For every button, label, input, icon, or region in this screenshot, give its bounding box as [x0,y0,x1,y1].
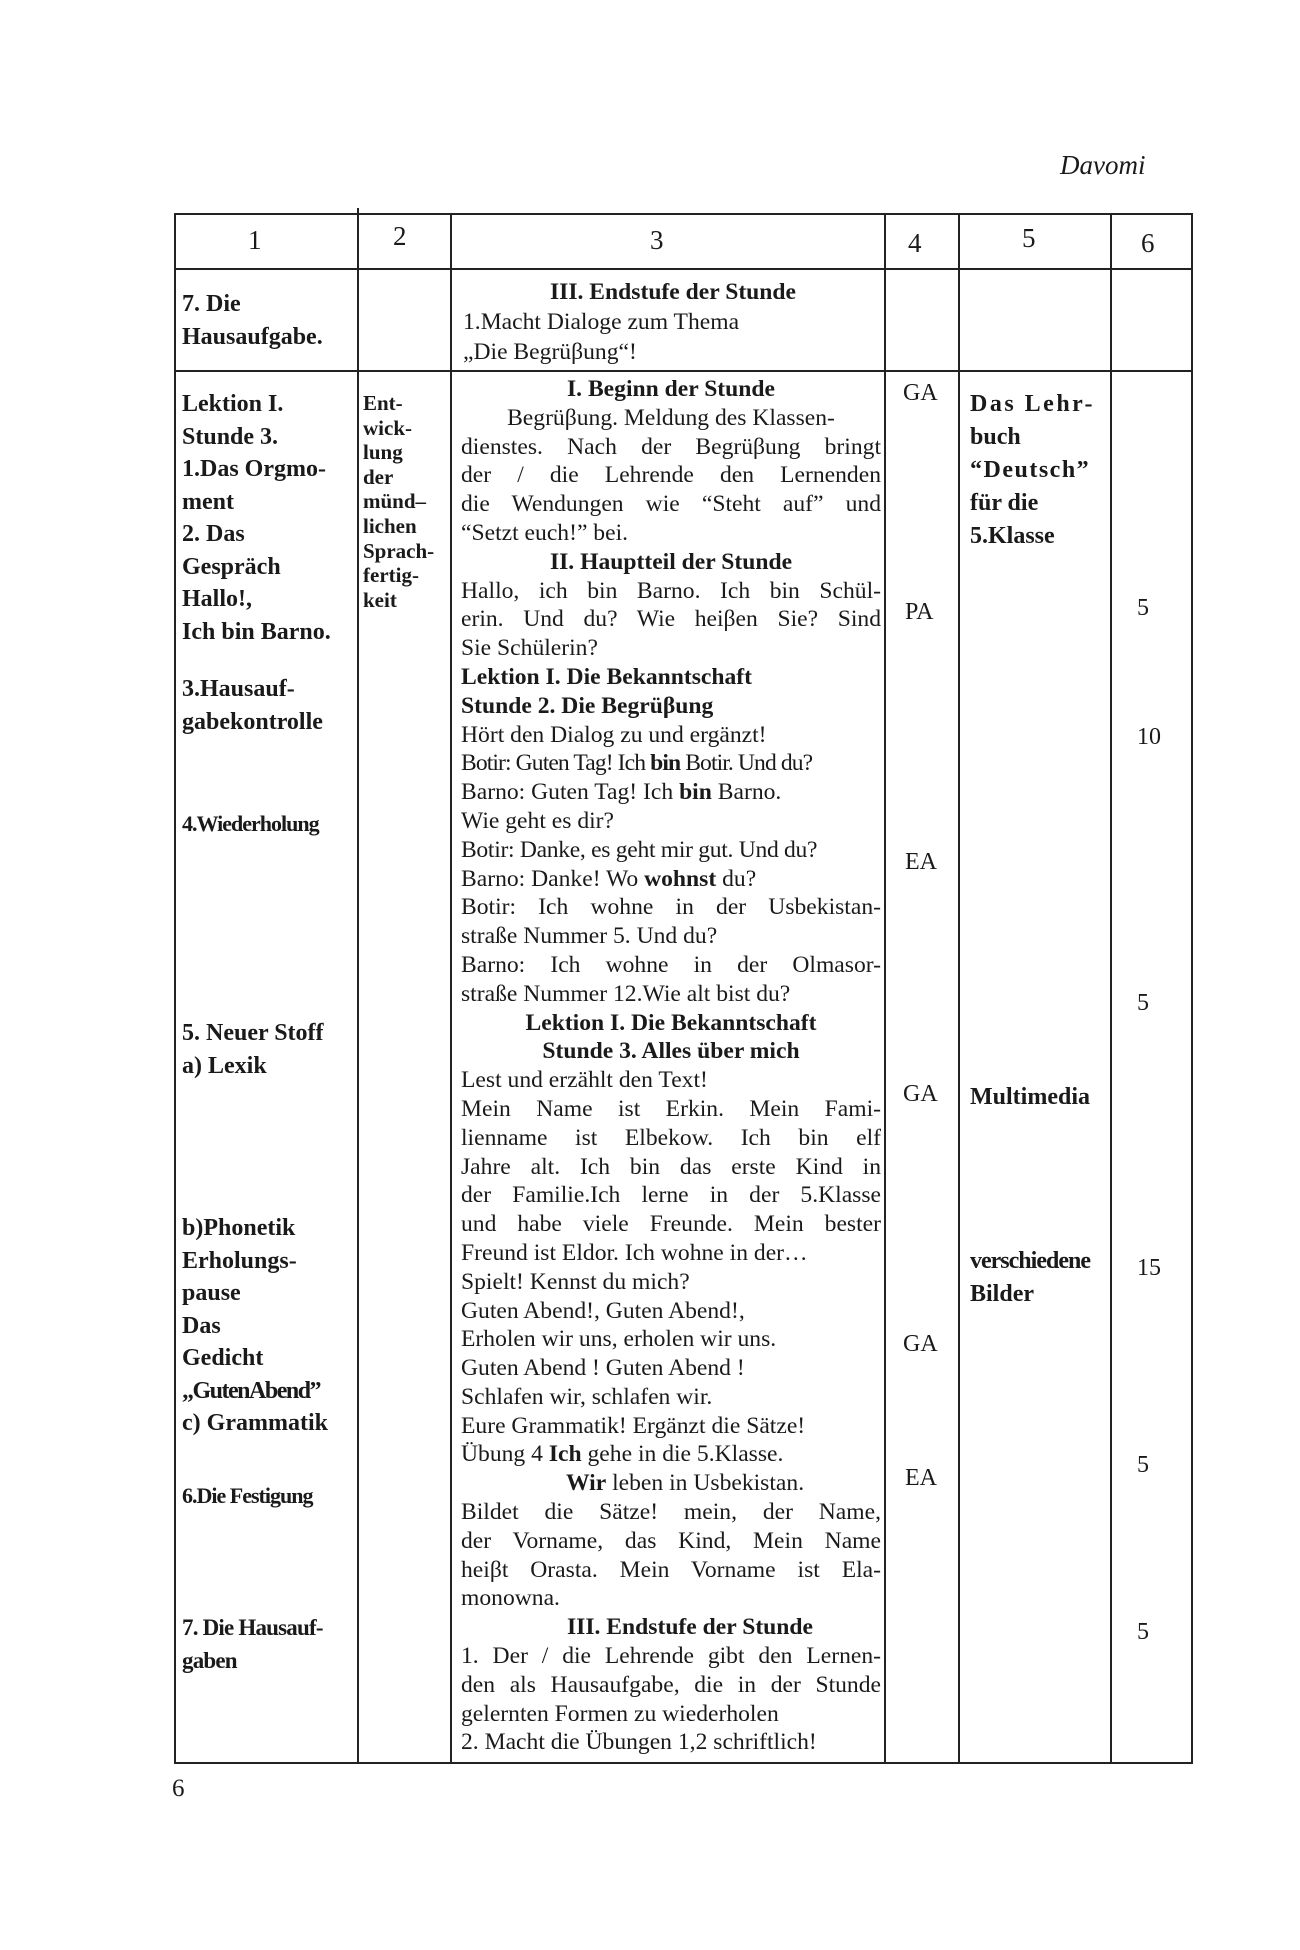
row1-content-heading: III. Endstufe der Stunde [549,279,797,305]
content-line: erin. Und du? Wie heiβen Sie? Sind [461,606,881,633]
content-line: Lest und erzählt den Text! [461,1067,708,1094]
dialog-line: straße Nummer 12.Wie alt bist du? [461,980,791,1007]
skill-line: lichen [363,513,417,538]
lesson-subtitle: Stunde 3. Alles über mich [542,1038,800,1065]
stage-line: 1.Das Orgmo- [182,456,326,482]
lesson-title: Lektion I. Die Bekanntschaft [461,663,753,690]
content-line: Begrüβung. Meldung des Klassen- [507,404,835,431]
exercise-line: der Vorname, das Kind, Mein Name [461,1527,881,1554]
dialog-emphasis: wohnst [644,865,717,892]
dialog-text: du? [716,865,757,892]
exercise-text: gehe in die 5.Klasse. [581,1441,784,1468]
work-form-ea: EA [905,1465,937,1491]
stage-line: Hallo!, [182,586,252,612]
exercise-line [461,1469,881,1498]
dialog-line: Wie geht es dir? [461,807,615,834]
dialog-line: straße Nummer 5. Und du? [461,923,718,950]
skill-line: Ent- [363,391,403,415]
exercise-line: heiβt Orasta. Mein Vorname ist Ela- [461,1556,881,1583]
column-header-2: 2 [393,221,407,251]
exercise-emphasis: Ich [548,1441,582,1468]
dialog-line: Botir: Danke, es geht mir gut. Und du? [461,836,818,863]
content-line: dienstes. Nach der Begrüβung bringt [461,433,881,460]
stage-line: „GutenAbend” [182,1377,321,1404]
stage-repetition: 4.Wiederholung [182,811,319,836]
exercise-emphasis: Wir [566,1470,607,1497]
dialog-line: Botir: Ich wohne in der Usbekistan- [461,894,881,921]
column-header-1: 1 [248,225,262,255]
skill-line: wick- [363,415,412,440]
material-pictures [970,1245,1090,1311]
minutes-value: 5 [1137,1452,1149,1478]
table-border-left [174,213,176,1764]
stage-new-material [182,1017,324,1082]
column-header-3: 3 [650,225,664,255]
skill-line: lung [363,440,403,465]
stage-homework-check [182,673,323,738]
work-form-ea: EA [905,849,937,875]
homework-line: den als Hausaufgabe, die in der Stunde [461,1671,881,1698]
stage-line: c) Grammatik [182,1410,328,1436]
col5-divider [1110,213,1112,1764]
minutes-value: 5 [1137,1619,1149,1645]
stage-line: 3.Hausauf- [182,676,295,702]
stage-line: Gespräch [182,553,281,580]
table-border-right [1191,213,1193,1764]
stage-line: 5. Neuer Stoff [182,1020,324,1046]
dialog-text: Botir: Guten Tag! Ich [461,750,651,777]
stage-line: a) Lexik [182,1052,267,1079]
col1-divider [357,208,359,1764]
grammar-line: Eure Grammatik! Ergänzt die Sätze! [461,1412,806,1439]
page-number: 6 [172,1775,185,1802]
dialog-text: Barno. [711,779,782,806]
poem-line: Erholen wir uns, erholen wir uns. [461,1326,777,1353]
stage-line: Stunde 3. [182,423,279,450]
homework-line: 1. Der / die Lehrende gibt den Lernen- [461,1643,881,1670]
skill-line: keit [363,587,397,612]
header-row-divider [174,268,1193,270]
dialog-line [461,749,881,778]
content-line: Hallo, ich bin Barno. Ich bin Schül- [461,577,881,604]
column-header-5: 5 [1022,223,1036,253]
lesson-subtitle: Stunde 2. Die Begrüβung [461,692,714,719]
poem-line: Guten Abend!, Guten Abend!, [461,1297,745,1324]
stage-consolidation: 6.Die Festigung [182,1483,313,1508]
table-border-bottom [174,1762,1193,1764]
text-line: Jahre alt. Ich bin das erste Kind in [461,1153,881,1180]
material-line: buch [970,424,1021,450]
stage-line: Das [182,1312,221,1339]
content-line: “Setzt euch!” bei. [461,519,629,546]
material-multimedia: Multimedia [970,1084,1090,1110]
material-line: “Deutsch” [970,457,1091,483]
stage-line: ment [182,488,234,515]
dialog-emphasis: bin [679,779,712,806]
exercise-text: Übung 4 [461,1441,549,1468]
dialog-text: Barno: Danke! Wo [461,865,645,892]
page-header-davomi: Davomi [1060,150,1146,180]
material-textbook [970,388,1095,553]
dialog-text: Botir. Und du? [680,750,813,777]
lesson-title: Lektion I. Die Bekanntschaft [525,1009,817,1036]
stage-line: 7. Die Hausauf- [182,1615,323,1640]
text-line: und habe viele Freunde. Mein bester [461,1211,881,1238]
work-form-ga: GA [903,1331,938,1357]
skill-line: fertig- [363,563,419,588]
homework-line: gelernten Formen zu wiederholen [461,1700,779,1727]
dialog-emphasis: bin [650,750,681,777]
material-line: Bilder [970,1281,1034,1307]
content-line: die Wendungen wie “Steht auf” und [461,491,881,518]
dialog-line [461,865,881,894]
minutes-value: 15 [1137,1255,1161,1281]
stage-phonetics-grammar [182,1212,328,1440]
section-heading-main: II. Hauptteil der Stunde [549,548,793,575]
content-line: der / die Lehrende den Lernenden [461,462,881,489]
row1-stage-line-1: 7. Die [182,291,241,317]
column-header-4: 4 [908,228,922,258]
dialog-line [461,778,881,807]
text-line: Freund ist Eldor. Ich wohne in der… [461,1239,808,1266]
material-line: verschiedene [970,1248,1090,1274]
game-line: Spielt! Kennst du mich? [461,1268,690,1295]
stage-line: Erholungs- [182,1247,297,1274]
stage-line: gaben [182,1647,237,1673]
row1-content-line-2: 1.Macht Dialoge zum Thema [463,309,740,335]
work-form-ga: GA [903,380,938,406]
exercise-text: leben in Usbekistan. [606,1470,805,1497]
lesson-content-cell [461,375,881,1757]
poem-line: Guten Abend ! Guten Abend ! [461,1355,745,1382]
section-heading-beginning: I. Beginn der Stunde [566,376,776,402]
exercise-line: monowna. [461,1585,560,1612]
stage-homework [182,1612,323,1677]
column-header-6: 6 [1141,228,1155,258]
col4-divider [958,213,960,1764]
stage-line: Gedicht [182,1345,264,1371]
skill-line: Sprach- [363,538,435,563]
row1-stage-line-2: Hausaufgabe. [182,323,323,350]
material-line: 5.Klasse [970,523,1055,549]
dialog-line: Barno: Ich wohne in der Olmasor- [461,951,881,978]
minutes-value: 5 [1137,990,1149,1016]
skill-development-cell [363,391,434,612]
section-heading-end: III. Endstufe der Stunde [566,1614,814,1641]
row1-stage-cell [182,288,323,353]
stage-line: gabekontrolle [182,708,323,735]
exercise-line: Bildet die Sätze! mein, der Name, [461,1499,881,1526]
row1-divider [174,370,1193,372]
stage-line: b)Phonetik [182,1215,296,1241]
text-line: lienname ist Elbekow. Ich bin elf [461,1124,881,1151]
minutes-value: 5 [1137,595,1149,621]
skill-line: münd– [363,489,427,514]
stage-line: Ich bin Barno. [182,618,331,645]
row1-content-cell [463,277,883,367]
skill-line: der [363,464,394,489]
work-form-ga: GA [903,1081,938,1107]
exercise-line [461,1440,881,1469]
dialog-text: Barno: Guten Tag! Ich [461,779,680,806]
stage-line: Lektion I. [182,391,284,417]
content-line: Hört den Dialog zu und ergänzt! [461,721,767,748]
material-line: Das Lehr- [970,391,1095,417]
poem-line: Schlafen wir, schlafen wir. [461,1383,713,1410]
text-line: der Familie.Ich lerne in der 5.Klasse [461,1182,881,1209]
content-line: Sie Schülerin? [461,635,598,662]
table-border-top [174,213,1193,215]
col3-divider [884,213,886,1764]
col2-divider [450,213,452,1764]
minutes-value: 10 [1137,724,1161,750]
row1-content-line-3: „Die Begrüβung“! [463,339,637,365]
homework-line: 2. Macht die Übungen 1,2 schriftlich! [461,1729,817,1756]
stage-line: 2. Das [182,521,245,547]
text-line: Mein Name ist Erkin. Mein Fami- [461,1095,881,1122]
material-line: für die [970,490,1039,516]
stage-group-intro [182,388,331,648]
stage-line: pause [182,1280,241,1306]
work-form-pa: PA [905,599,934,625]
